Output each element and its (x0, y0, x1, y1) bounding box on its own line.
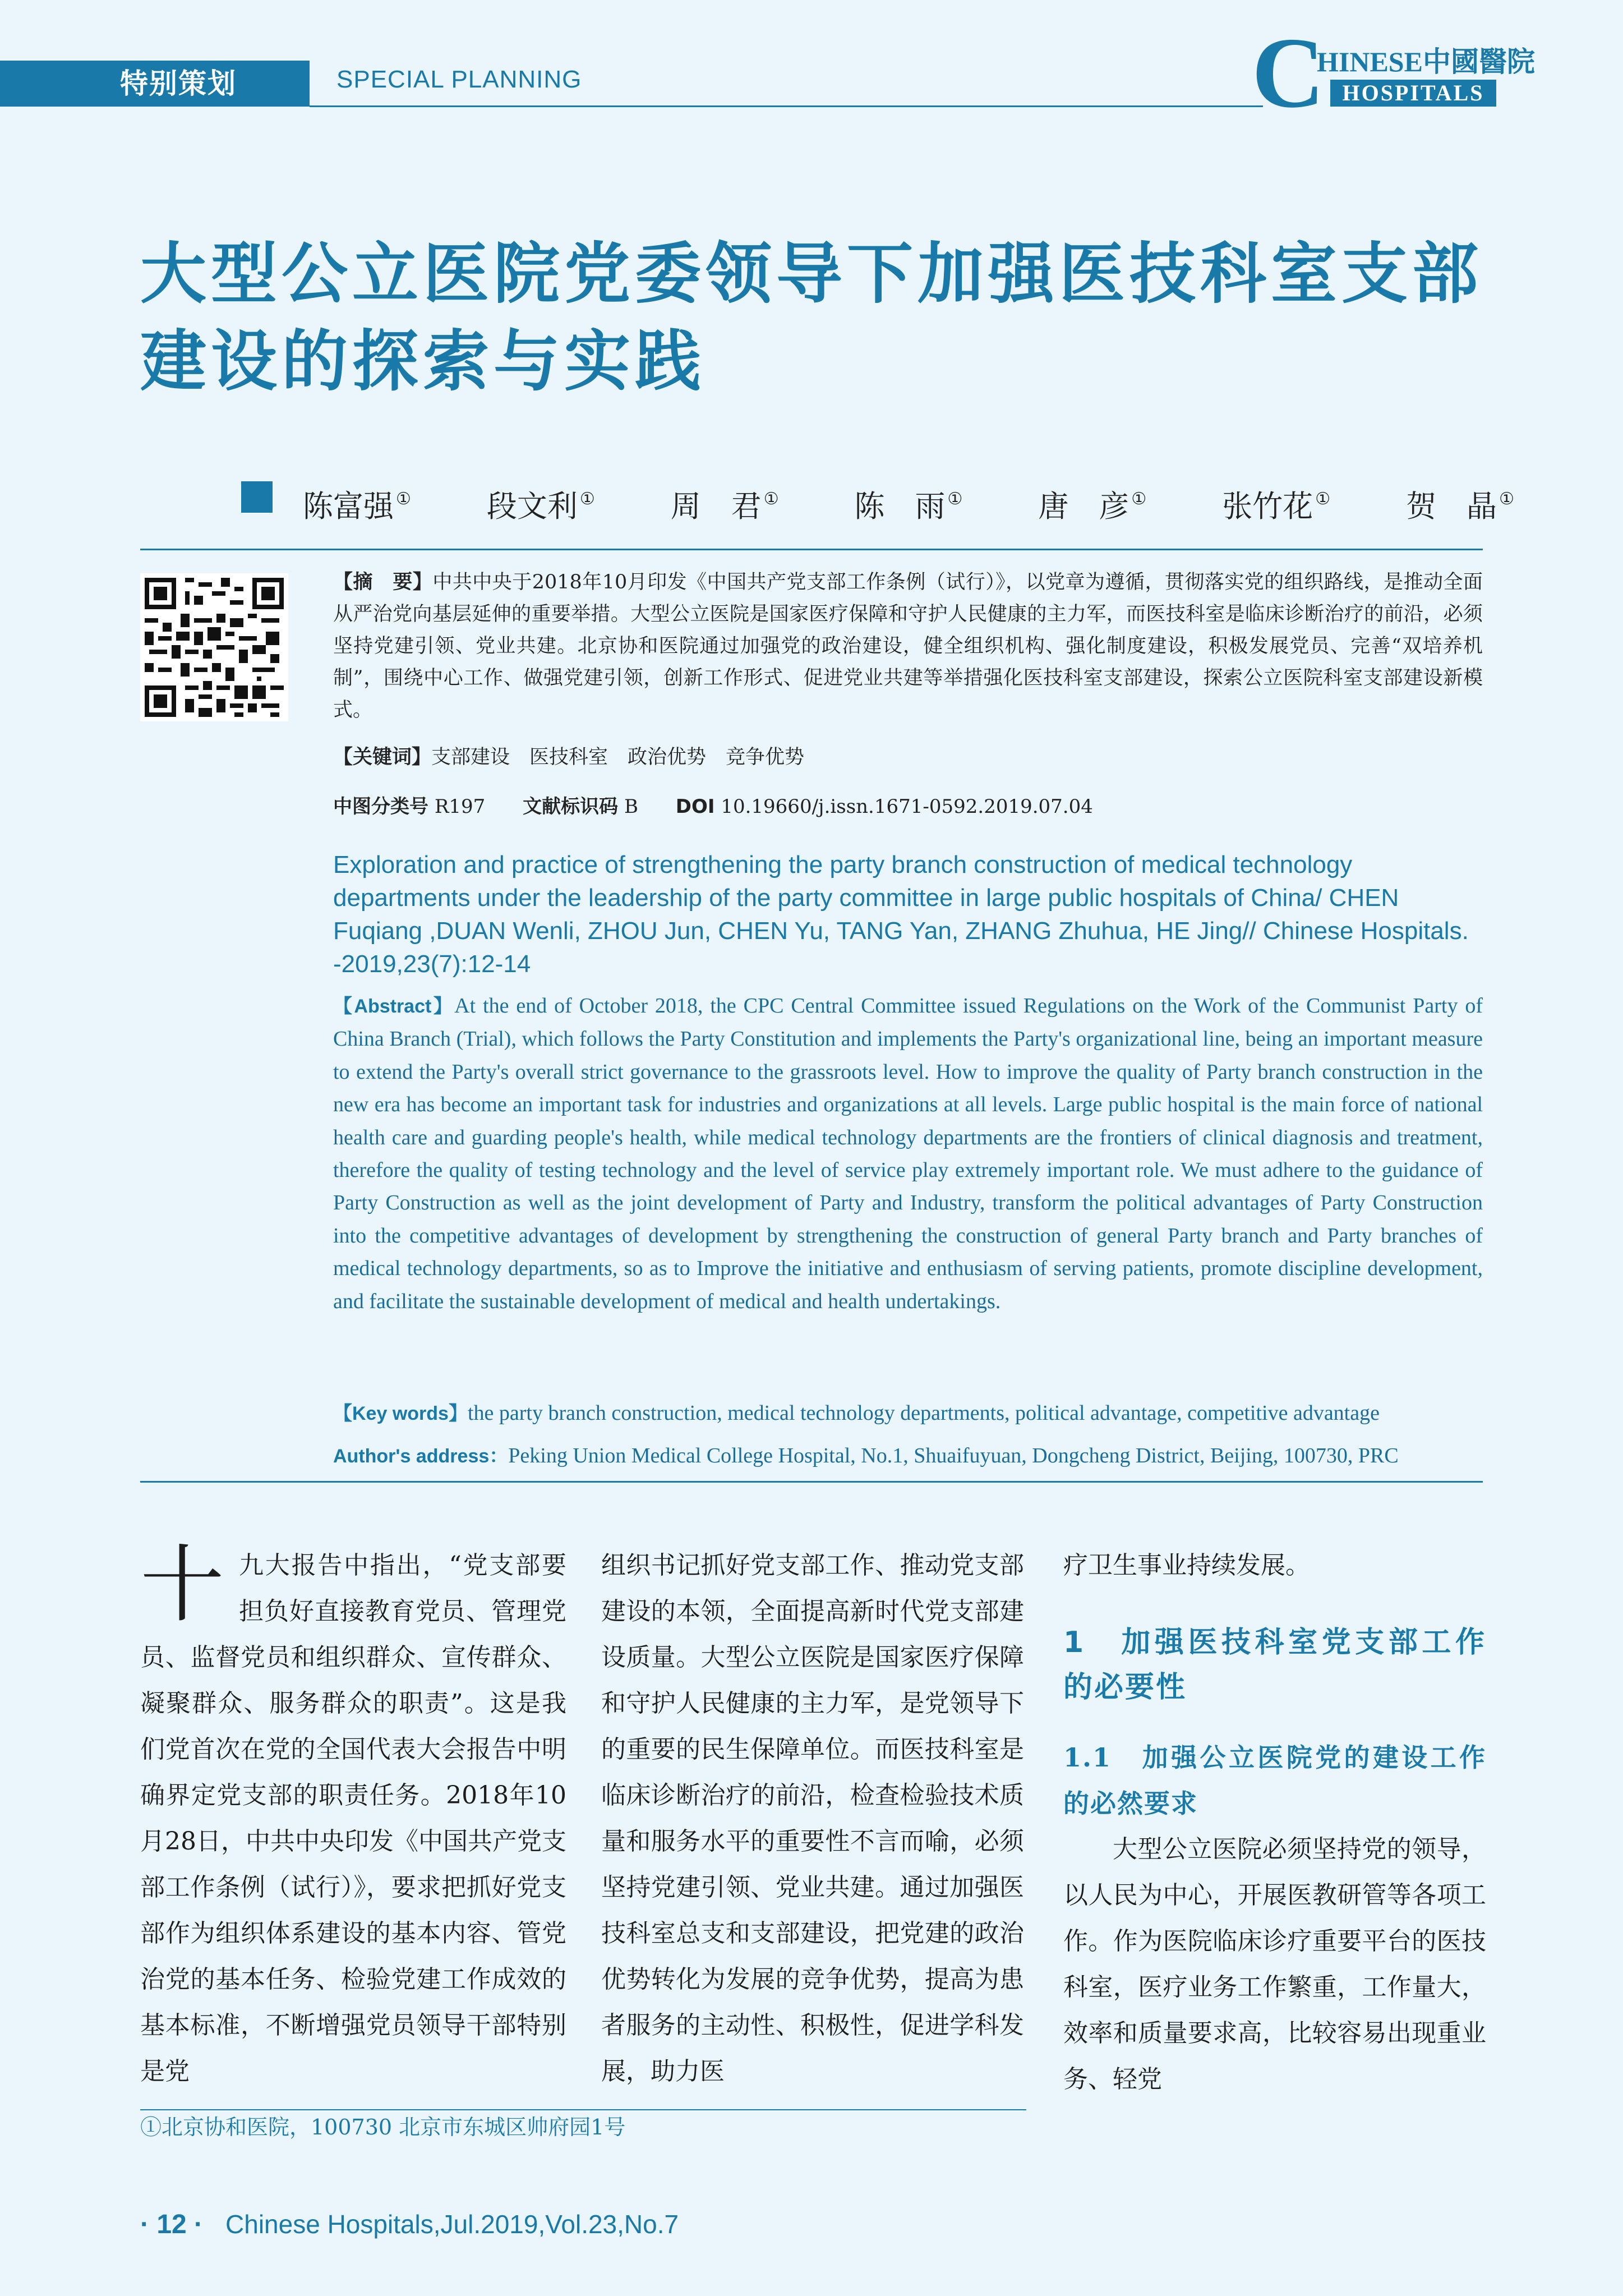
abstract-rule (140, 1481, 1483, 1483)
body-text: 组织书记抓好党支部工作、推动党支部建设的本领，全面提高新时代党支部建设质量。大型公立医院是国家医疗保障和守护人民健康的主力军，是党领导下的重要的民生保障单位。而医技科室是临床诊断治疗的前沿，检查检验技术质量和服务水平的重要性不言而喻，必须坚持党建引领、党业共建。通过加强医技科室总支和支部建设，把党建的政治优势转化为发展的竞争优势，提高为患者服务的主动性、积极性，促进学科发展，助力医 (601, 1551, 1024, 2086)
author-address-text: Peking Union Medical College Hospital, No.1, Shuaifuyuan, Dongcheng District, Beijing, 100730, PRC (508, 1444, 1399, 1467)
section-label-cn: 特别策划 (120, 67, 237, 100)
author: 周 君 ① (670, 489, 779, 524)
clc-label: 中图分类号 (333, 795, 428, 818)
abstract-en-text: At the end of October 2018, the CPC Central Committee issued Regulations on the Work of the Communist Party of China Branch (Trial), which follows the Party Constitution and implements the Party's organizational line, being an important measure to extend the Party's overall strict governance to the grassroots level. How to improve the quality of Party branch construction in the new era has become an important task for industries and organizations at all levels. Large public hospital is the main force of national health care and guarding people's health, while medical technology departments are the frontiers of clinical diagnosis and treatment, therefore the quality of testing technology and the level of service play extremely important role. We must adhere to the guidance of Party Construction as well as the joint development of Party and Industry, transform the political advantages of Party Construction into the competitive advantages of development by strengthening the construction of general Party branch and Party branches of medical technology departments, so as to Improve the initiative and enthusiasm of serving patients, promote discipline development, and facilitate the sustainable development of medical and health undertakings. (333, 994, 1483, 1313)
body-text: 疗卫生事业持续发展。 (1063, 1551, 1310, 1580)
author: 唐 彦 ① (1038, 489, 1147, 524)
abstract-en (333, 990, 1483, 1318)
qr-code-icon[interactable] (140, 573, 288, 721)
keywords-en (333, 1397, 1511, 1430)
section-label-en: SPECIAL PLANNING (336, 66, 582, 93)
body-column-3 (1063, 1543, 1486, 2102)
author-marker-square (241, 481, 273, 513)
article-title: 大型公立医院党委领导下加强医技科室支部建设的探索与实践 (140, 235, 1483, 400)
doi-label: DOI (675, 795, 715, 818)
keywords-en-label: 【Key words】 (333, 1403, 468, 1424)
journal-logo-letter: C (1252, 17, 1325, 128)
page-footer (140, 2205, 679, 2244)
body-column-2 (601, 1543, 1024, 2095)
abstract-cn-label: 【摘 要】 (333, 571, 433, 593)
keywords-cn-text: 支部建设 医技科室 政治优势 竞争优势 (431, 746, 805, 769)
page-number: · 12 · (140, 2210, 204, 2239)
author-address-label: Author's address： (333, 1446, 509, 1467)
doc-code-value: B (624, 795, 638, 818)
body-text: 九大报告中指出，“党支部要担负好直接教育党员、管理党员、监督党员和组织群众、宣传群众、凝聚群众、服务群众的职责”。这是我们党首次在党的全国代表大会报告中明确界定党支部的职责任务。2018年10月28日，中共中央印发《中国共产党支部工作条例（试行）》，要求把抓好党支部作为组织体系建设的基本内容、管党治党的基本任务、检验党建工作成效的基本标准，不断增强党员领导干部特别是党 (140, 1551, 566, 2086)
journal-citation: Chinese Hospitals,Jul.2019,Vol.23,No.7 (225, 2210, 679, 2239)
abstract-cn-text: 中共中央于2018年10月印发《中国共产党支部工作条例（试行）》，以党章为遵循，贯彻落实党的组织路线，是推动全面从严治党向基层延伸的重要举措。大型公立医院是国家医疗保障和守护人民健康的主力军，而医技科室是临床诊断治疗的前沿，必须坚持党建引领、党业共建。北京协和医院通过加强党的政治建设，健全组织机构、强化制度建设，积极发展党员、完善“双培养机制”，围绕中心工作、做强党建引领，创新工作形式、促进党业共建等举措强化医技科室支部建设，探索公立医院科室支部建设新模式。 (333, 571, 1483, 721)
classification-info (333, 791, 1483, 822)
drop-cap: 十 (140, 1536, 225, 1634)
author: 段文利 ① (486, 489, 595, 524)
author-address (333, 1439, 1511, 1473)
section-heading: 1 加强医技科室党支部工作的必要性 (1063, 1626, 1486, 1704)
journal-logo-line1: HINESE中國醫院 (1317, 46, 1535, 77)
author: 陈 雨 ① (854, 489, 963, 524)
clc-value: R197 (434, 795, 486, 818)
journal-logo-line2: HOSPITALS (1330, 80, 1496, 107)
keywords-en-text: the party branch construction, medical technology departments, political advantage, competitive advantage (467, 1401, 1380, 1425)
abstract-en-label: 【Abstract】 (333, 996, 455, 1017)
author-list (303, 477, 1514, 522)
doc-code-label: 文献标识码 (523, 795, 619, 818)
author: 贺 晶 ① (1406, 489, 1514, 524)
doi-value[interactable]: 10.19660/j.issn.1671-0592.2019.07.04 (721, 795, 1093, 818)
header-rule (310, 105, 1263, 107)
keywords-cn-label: 【关键词】 (333, 746, 432, 769)
body-text: 大型公立医院必须坚持党的领导，以人民为中心，开展医教研管等各项工作。作为医院临床诊疗重要平台的医技科室，医疗业务工作繁重，工作量大，效率和质量要求高，比较容易出现重业务、轻党 (1063, 1835, 1486, 2093)
body-column-1 (140, 1536, 566, 2095)
author-rule (140, 549, 1483, 550)
keywords-cn (333, 742, 1483, 774)
affiliation-footnote: ①北京协和医院，100730 北京市东城区帅府园1号 (140, 2115, 626, 2139)
author: 陈富强 ① (303, 489, 411, 524)
abstract-cn (333, 567, 1483, 726)
author: 张竹花 ① (1222, 489, 1331, 524)
english-title-citation: Exploration and practice of strengthening the party branch construction of medical technology departments under the leadership of the party committee in large public hospitals of China/ CHEN Fuqiang ,DUAN Wenli, ZHOU Jun, CHEN Yu, TANG Yan, ZHANG Zhuhua, HE Jing// Chinese Hospitals. -2019,23(7):12-14 (333, 851, 1469, 978)
subsection-heading: 1.1 加强公立医院党的建设工作的必然要求 (1063, 1742, 1486, 1819)
